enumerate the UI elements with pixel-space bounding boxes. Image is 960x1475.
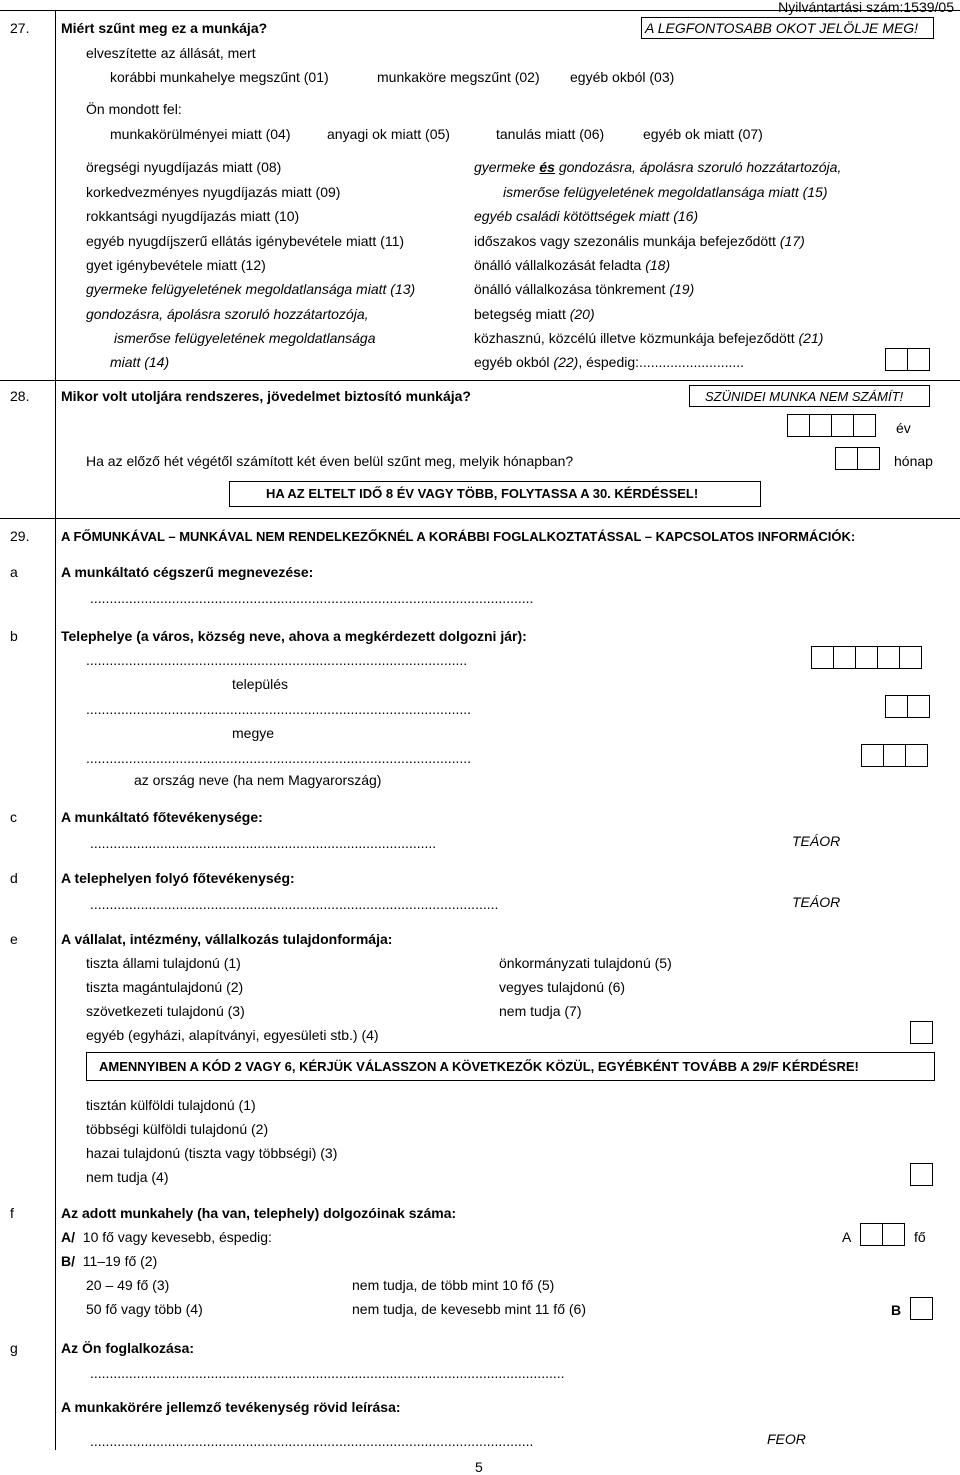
- digit-box[interactable]: [831, 414, 854, 437]
- answer-option[interactable]: tanulás miatt (06): [496, 126, 605, 142]
- code-box-e-sub[interactable]: [910, 1163, 933, 1186]
- settlement-code-boxes[interactable]: [811, 646, 922, 669]
- field-label: Az adott munkahely (ha van, telephely) dolgozóinak száma:: [61, 1205, 457, 1221]
- answer-option[interactable]: egyéb nyugdíjszerű ellátás igénybevétele miatt (11): [86, 233, 405, 249]
- year-label: év: [896, 420, 911, 436]
- country-field[interactable]: ...................................................................................................: [86, 750, 472, 766]
- section-divider: [0, 518, 960, 519]
- answer-option[interactable]: rokkantsági nyugdíjazás miatt (10): [86, 208, 300, 224]
- item-letter: f: [10, 1205, 14, 1221]
- digit-box[interactable]: [907, 695, 930, 718]
- digit-box[interactable]: [787, 414, 810, 437]
- answer-option[interactable]: nem tudja (4): [86, 1169, 169, 1185]
- answer-option[interactable]: szövetkezeti tulajdonú (3): [86, 1003, 245, 1019]
- answer-option[interactable]: munkaköre megszűnt (02): [377, 69, 540, 85]
- question-text: Miért szűnt meg ez a munkája?: [61, 20, 268, 36]
- county-code-boxes[interactable]: [885, 695, 930, 718]
- code-boxes-q27[interactable]: [885, 348, 930, 371]
- answer-option[interactable]: önálló vállalkozását feladta (18): [474, 257, 671, 273]
- field-label: A munkáltató cégszerű megnevezése:: [61, 564, 314, 580]
- answer-option-cont: ismerőse felügyeletének megoldatlansága: [114, 330, 376, 346]
- site-activity-field[interactable]: .........................................................................................................: [90, 896, 499, 912]
- answer-option[interactable]: hazai tulajdonú (tiszta vagy többségi) (3): [86, 1145, 338, 1161]
- answer-option[interactable]: önálló vállalkozása tönkrement (19): [474, 281, 695, 297]
- question-text: Mikor volt utoljára rendszeres, jövedelmet biztosító munkája?: [61, 388, 471, 404]
- answer-option[interactable]: többségi külföldi tulajdonú (2): [86, 1121, 269, 1137]
- main-activity-field[interactable]: .........................................................................................: [90, 835, 437, 851]
- item-letter: c: [10, 809, 17, 825]
- teaor-code-label: TEÁOR: [792, 894, 841, 910]
- code-box[interactable]: [910, 1297, 933, 1320]
- code-box[interactable]: [910, 1021, 933, 1044]
- answer-option[interactable]: 50 fő vagy több (4): [86, 1301, 203, 1317]
- field-label: A telephelyen folyó főtevékenység:: [61, 870, 295, 886]
- field-label: Telephelye (a város, község neve, ahova a megkérdezett dolgozni jár):: [61, 628, 527, 644]
- month-question: Ha az előző hét végétől számított két éven belül szűnt meg, melyik hónapban?: [86, 453, 574, 469]
- answer-option[interactable]: vegyes tulajdonú (6): [499, 979, 626, 995]
- item-letter: e: [10, 931, 18, 947]
- field-label: A munkáltató főtevékenysége:: [61, 809, 263, 825]
- answer-option[interactable]: egyéb családi kötöttségek miatt (16): [474, 208, 699, 224]
- answer-option-cont: miatt (14): [110, 354, 170, 370]
- job-description-field[interactable]: ..................................................................................................................: [90, 1433, 534, 1449]
- digit-box[interactable]: [882, 1223, 905, 1246]
- question-number: 28.: [10, 388, 30, 404]
- box-a-label: A: [842, 1229, 852, 1245]
- month-label: hónap: [894, 453, 933, 469]
- digit-box[interactable]: [885, 695, 908, 718]
- teaor-code-label: TEÁOR: [792, 833, 841, 849]
- item-letter: b: [10, 628, 18, 644]
- answer-option[interactable]: nem tudja, de több mint 10 fő (5): [352, 1277, 555, 1293]
- digit-box[interactable]: [811, 646, 834, 669]
- answer-option[interactable]: munkakörülményei miatt (04): [110, 126, 291, 142]
- answer-option[interactable]: egyéb (egyházi, alapítványi, egyesületi stb.) (4): [86, 1027, 379, 1043]
- page-number: 5: [475, 1459, 483, 1475]
- item-letter: a: [10, 564, 18, 580]
- digit-box[interactable]: [861, 744, 884, 767]
- answer-option[interactable]: betegség miatt (20): [474, 306, 595, 322]
- digit-box[interactable]: [877, 646, 900, 669]
- answer-option[interactable]: nem tudja, de kevesebb mint 11 fő (6): [352, 1301, 586, 1317]
- instruction-text: SZÜNIDEI MUNKA NEM SZÁMÍT!: [705, 389, 904, 404]
- answer-option[interactable]: egyéb okból (22), éspedig:...........................: [474, 354, 745, 370]
- answer-option[interactable]: A/ 10 fő vagy kevesebb, éspedig:: [61, 1229, 272, 1245]
- answer-option[interactable]: tiszta állami tulajdonú (1): [86, 955, 241, 971]
- item-letter: d: [10, 870, 18, 886]
- county-field[interactable]: ...................................................................................................: [86, 701, 472, 717]
- digit-box[interactable]: [855, 646, 878, 669]
- code-box[interactable]: [907, 348, 930, 371]
- section-title: A FŐMUNKÁVAL – MUNKÁVAL NEM RENDELKEZŐKNÉL A KORÁBBI FOGLALKOZTATÁSSAL – KAPCSOLATOS INFORMÁCIÓK:: [61, 529, 856, 544]
- digit-box[interactable]: [853, 414, 876, 437]
- answer-option[interactable]: gyermeke és gondozásra, ápolásra szoruló hozzátartozója,: [474, 159, 842, 175]
- digit-box[interactable]: [809, 414, 832, 437]
- answer-option[interactable]: önkormányzati tulajdonú (5): [499, 955, 672, 971]
- answer-option[interactable]: közhasznú, közcélú illetve közmunkája befejeződött (21): [474, 330, 824, 346]
- section-divider: [0, 380, 960, 381]
- year-boxes[interactable]: [787, 414, 876, 437]
- left-margin-rule: [55, 10, 56, 1450]
- field-label: Az Ön foglalkozása:: [61, 1340, 195, 1356]
- code-box-f[interactable]: [910, 1297, 933, 1320]
- employer-name-field[interactable]: ..................................................................................................................: [90, 590, 534, 606]
- settlement-field[interactable]: ..................................................................................................: [86, 652, 468, 668]
- digit-box[interactable]: [860, 1223, 883, 1246]
- occupation-field[interactable]: ..........................................................................................................................: [90, 1365, 565, 1381]
- answer-option[interactable]: gyermeke felügyeletének megoldatlansága miatt (13): [86, 281, 416, 297]
- country-code-boxes[interactable]: [861, 744, 928, 767]
- conditional-instruction: AMENNYIBEN A KÓD 2 VAGY 6, KÉRJÜK VÁLASSZON A KÖVETKEZŐK KÖZÜL, EGYÉBKÉNT TOVÁBB A 29/F KÉRDÉSRE!: [99, 1059, 859, 1074]
- answer-option[interactable]: időszakos vagy szezonális munkája befejeződött (17): [474, 233, 805, 249]
- code-box-e[interactable]: [910, 1021, 933, 1044]
- field-caption: település: [232, 676, 289, 692]
- field-label: A vállalat, intézmény, vállalkozás tulajdonformája:: [61, 931, 393, 947]
- question-number: 27.: [10, 20, 30, 36]
- month-boxes[interactable]: [835, 447, 880, 470]
- answer-option[interactable]: korábbi munkahelye megszűnt (01): [110, 69, 329, 85]
- box-unit-label: fő: [914, 1229, 926, 1245]
- registration-number: Nyilvántartási szám:1539/05: [778, 0, 954, 15]
- box-b-label: B: [891, 1302, 902, 1318]
- digit-box[interactable]: [857, 447, 880, 470]
- instruction-text: A LEGFONTOSABB OKOT JELÖLJE MEG!: [645, 20, 919, 36]
- answer-group-label: elveszítette az állását, mert: [86, 45, 256, 61]
- code-box[interactable]: [885, 348, 908, 371]
- answer-option[interactable]: egyéb okból (03): [570, 69, 675, 85]
- digit-box[interactable]: [899, 646, 922, 669]
- answer-group-label: Ön mondott fel:: [86, 101, 182, 117]
- answer-option-cont: ismerőse felügyeletének megoldatlansága miatt (15): [503, 184, 828, 200]
- digit-box[interactable]: [833, 646, 856, 669]
- feor-code-label: FEOR: [767, 1431, 806, 1447]
- digit-box[interactable]: [883, 744, 906, 767]
- answer-option[interactable]: tisztán külföldi tulajdonú (1): [86, 1097, 256, 1113]
- digit-box[interactable]: [905, 744, 928, 767]
- answer-option[interactable]: nem tudja (7): [499, 1003, 582, 1019]
- answer-option[interactable]: korkedvezményes nyugdíjazás miatt (09): [86, 184, 341, 200]
- answer-option[interactable]: öregségi nyugdíjazás miatt (08): [86, 159, 282, 175]
- field-caption: megye: [232, 725, 275, 741]
- code-box[interactable]: [910, 1163, 933, 1186]
- skip-instruction: HA AZ ELTELT IDŐ 8 ÉV VAGY TÖBB, FOLYTASSA A 30. KÉRDÉSSEL!: [266, 486, 699, 501]
- answer-option[interactable]: gondozásra, ápolásra szoruló hozzátartozója,: [86, 306, 369, 322]
- question-number: 29.: [10, 528, 30, 544]
- answer-option[interactable]: egyéb ok miatt (07): [643, 126, 763, 142]
- field-label: A munkakörére jellemző tevékenység rövid leírása:: [61, 1399, 401, 1415]
- field-caption: az ország neve (ha nem Magyarország): [134, 772, 382, 788]
- answer-option[interactable]: gyet igénybevétele miatt (12): [86, 257, 266, 273]
- answer-option[interactable]: 20 – 49 fő (3): [86, 1277, 170, 1293]
- answer-option[interactable]: B/ 11–19 fő (2): [61, 1253, 158, 1269]
- digit-box[interactable]: [835, 447, 858, 470]
- employee-count-boxes[interactable]: [860, 1223, 905, 1246]
- item-letter: g: [10, 1340, 18, 1356]
- answer-option[interactable]: anyagi ok miatt (05): [327, 126, 450, 142]
- answer-option[interactable]: tiszta magántulajdonú (2): [86, 979, 244, 995]
